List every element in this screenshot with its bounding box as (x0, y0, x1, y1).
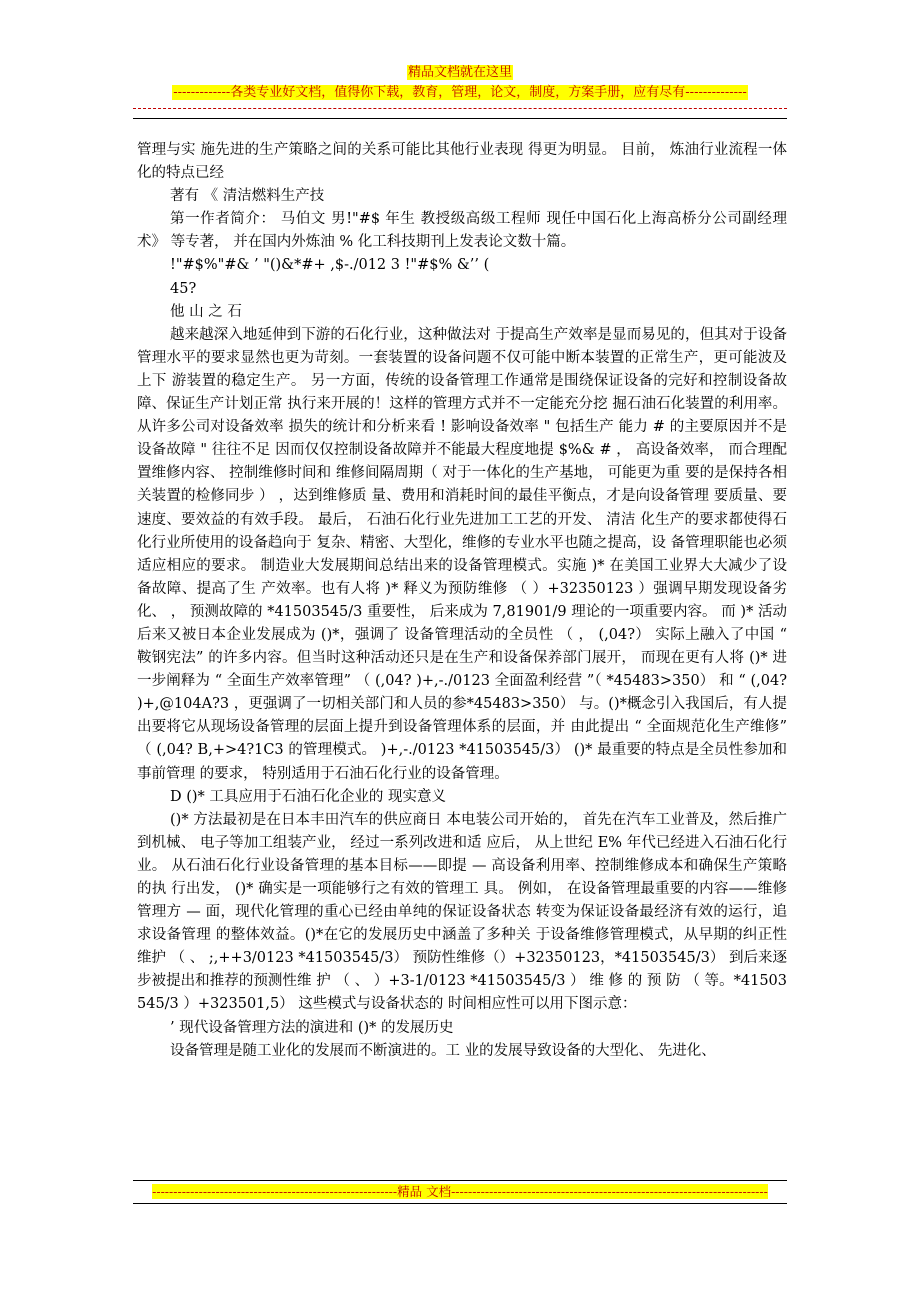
footer (133, 1183, 787, 1200)
header-title (0, 64, 920, 82)
footer-text: ----------------------------------------------------------精品 文档--------------------------------------------------------------------------- (152, 1184, 768, 1199)
garbled-line-1: !"#$%"#& ’ "()&*#+ ,$-./012 3 !"#$% &’’ ( (170, 257, 490, 274)
section-heading-evolution: ’ 现代设备管理方法的演进和 ()* 的发展历史 (170, 1019, 454, 1036)
header-divider (133, 118, 787, 119)
paragraph-author-bio: 第一作者简介： 马伯文 男!"#$ 年生 教授级高级工程师 现任中国石化上海高桥分公司副经理 术》 等专著， 并在国内外炼油 % 化工科技期刊上发表论文数十篇。 (137, 211, 787, 251)
footer-divider (133, 1180, 787, 1181)
section-heading-significance: D ()* 工具应用于石油石化企业的 现实意义 (170, 788, 447, 805)
header-dashed-divider (133, 108, 787, 109)
paragraph-tpm-method: ()* 方法最初是在日本丰田汽车的供应商日 本电装公司开始的， 首先在汽车工业普及，然后推广 到机械、 电子等加工组装产业， 经过一系列改进和适 应后， 从上世纪 E% 年代已经进入石油石化行业。 从石油石化行业设备管理的基本目标——即提 — 高设备利用率、控制维修成本和确保生产策略的执 行出发， ()* 确实是一项能够行之有效的管理工 具。 例如， 在设备管理最重要的内容——维修管理方 — 面，现代化管理的重心已经由单纯的保证设备状态 转变为保证设备最经济有效的运行，追求设备管理 的整体效益。()*在它的发展历史中涵盖了多种关 于设备维修管理模式，从早期的纠正性维护 （ 、 ;,++3/0123 *41503545/3） 预防性维修（）+32350123，*41503545/3） 到后来逐步被提出和推荐的预测性维 护 （ 、 ）+3-1/0123 *41503545/3 ） 维 修 的 预 防 （ 等。*41503545/3 ）+323501,5） 这些模式与设备状态的 时间相应性可以用下图示意： (137, 811, 787, 1013)
paragraph-intro: 管理与实 施先进的生产策略之间的关系可能比其他行业表现 得更为明显。 目前， 炼油行业流程一体化的特点已经 (137, 142, 787, 182)
paragraph-evolution: 设备管理是随工业化的发展而不断演进的。工 业的发展导致设备的大型化、 先进化、 (170, 1042, 716, 1059)
header-subtitle (0, 84, 920, 102)
footer-bottom-divider (133, 1203, 787, 1204)
header-title-text: 精品文档就在这里 (407, 65, 512, 80)
paragraph-book: 著有 《 清洁燃料生产技 (170, 188, 325, 205)
garbled-line-2: 45? (170, 280, 197, 297)
column-title: 他 山 之 石 (170, 303, 242, 320)
document-body (137, 139, 787, 1063)
header-subtitle-text: -------------各类专业好文档，值得你下载，教育，管理，论文，制度，方案手册，应有尽有-------------- (173, 85, 747, 100)
paragraph-main: 越来越深入地延伸到下游的石化行业，这种做法对 于提高生产效率是显而易见的，但其对于设备管理水平的要求显然也更为苛刻。一套装置的设备问题不仅可能中断本装置的正常生产，更可能波及上下 游装置的稳定生产。 另一方面，传统的设备管理工作通常是围绕保证设备的完好和控制设备故障、保证生产计划正常 执行来开展的！这样的管理方式并不一定能充分挖 掘石油石化装置的利用率。从许多公司对设备效率 损失的统计和分析来看 ! 影响设备效率 " 包括生产 能力 # 的主要原因并不是设备故障 " 往往不足 因而仅仅控制设备故障并不能最大程度地提 $%& # ， 高设备效率， 而合理配置维修内容、 控制维修时间和 维修间隔周期（ 对于一体化的生产基地， 可能更为重 要的是保持各相关装置的检修同步 ） ，达到维修质 量、费用和消耗时间的最佳平衡点，才是向设备管理 要质量、要速度、要效益的有效手段。 最后， 石油石化行业先进加工工艺的开发、 清洁 化生产的要求都使得石化行业所使用的设备趋向于 复杂、精密、大型化，维修的专业水平也随之提高，设 备管理职能也必须适应相应的要求。 制造业大发展期间总结出来的设备管理模式。实施 )* 在美国工业界大大减少了设备故障、提高了生 产效率。也有人将 )* 释义为预防维修 （ ）+32350123 ）强调早期发现设备劣化、 ， 预测故障的 *41503545/3 重要性， 后来成为 7,81901/9 理论的一项重要内容。 而 )* 活动后来又被日本企业发展成为 ()*，强调了 设备管理活动的全员性 （ ， (,04?） 实际上融入了中国 “ 鞍钢宪法” 的许多内容。但当时这种活动还只是在生产和设备保养部门展开， 而现在更有人将 ()* 进 一步阐释为 “ 全面生产效率管理” （ (,04? )+,-./0123 全面盈利经营 ”（ *45483>350） 和 “ (,04? )+,@104A?3 ，更强调了一切相关部门和人员的参*45483>350） 与。()*概念引入我国后，有人提出要将它从现场设备管理的层面上提升到设备管理体系的层面，并 由此提出 “ 全面规范化生产维修” （ (,04? B,+>4?1C3 的管理模式。 )+,-./0123 *41503545/3） ()* 最重要的特点是全员性参加和事前管理 的要求， 特别适用于石油石化行业的设备管理。 (137, 326, 787, 782)
